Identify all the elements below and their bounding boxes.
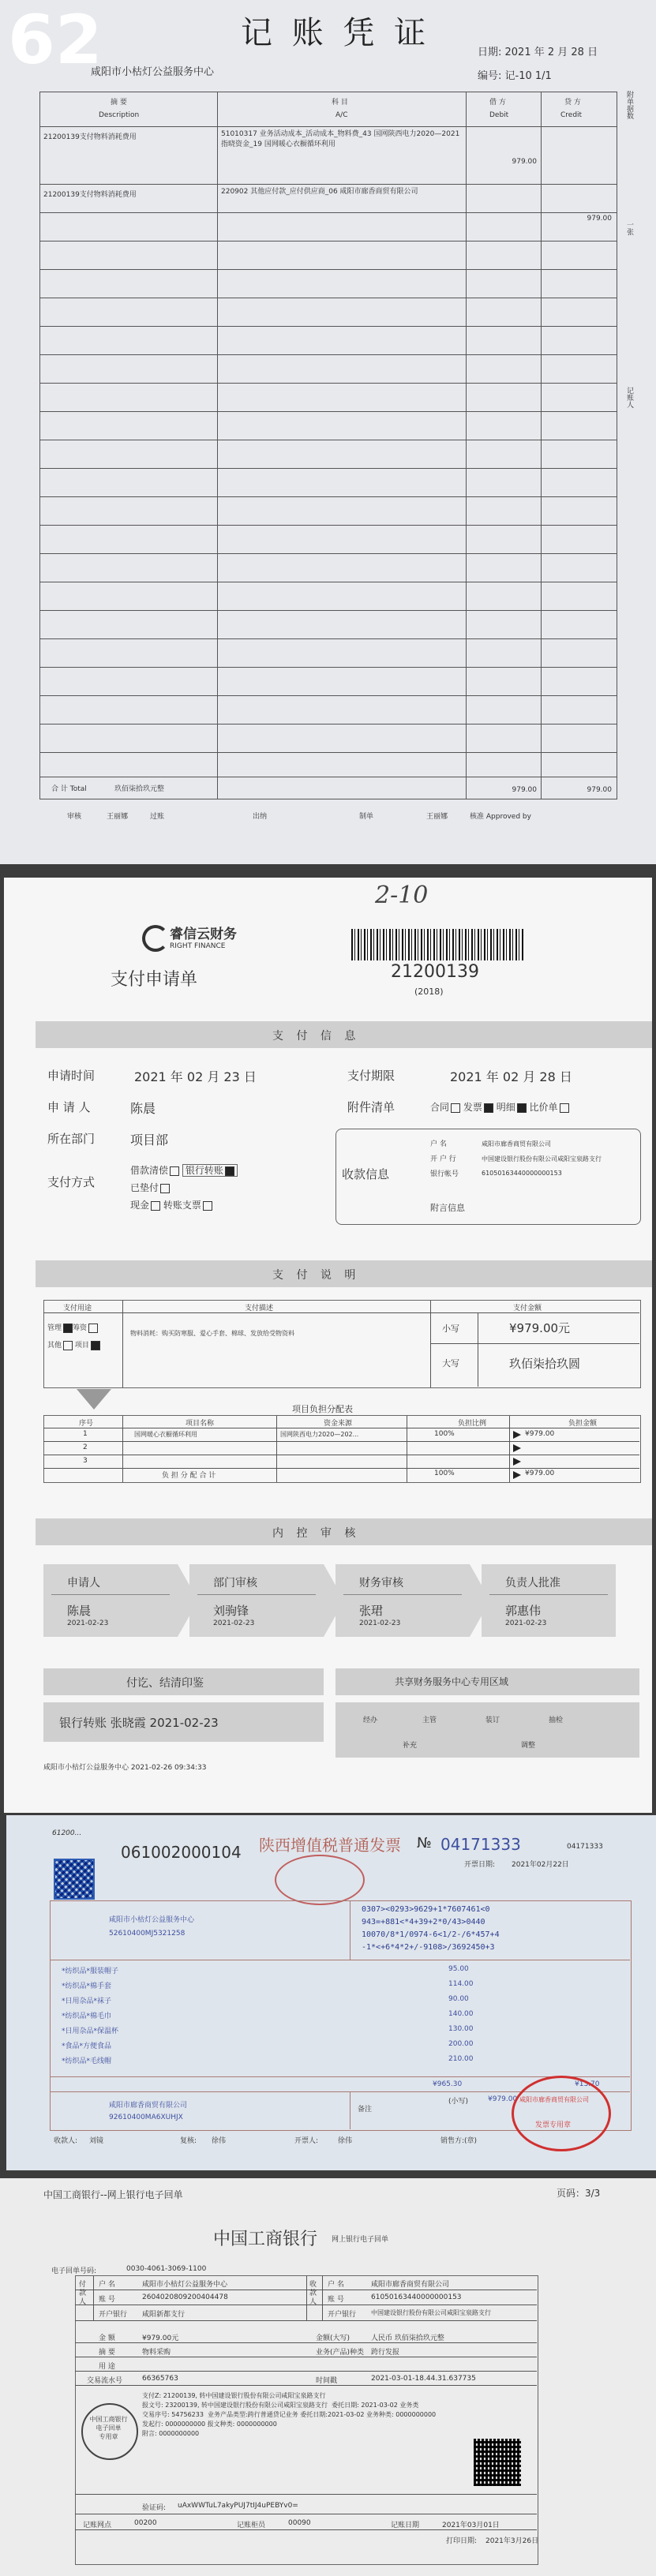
- row2-desc: 21200139支付物料消耗费用: [43, 191, 137, 199]
- alloc-header-project: 项目名称: [186, 1420, 215, 1428]
- flow-step-name: 郭惠伟: [505, 1604, 542, 1618]
- page-number: 62: [8, 1, 103, 80]
- flow-step-box: [43, 1564, 178, 1637]
- checkbox-cash[interactable]: [151, 1201, 160, 1211]
- drawer-label: 开票人:: [294, 2137, 319, 2145]
- voucher-date: 日期: 2021 年 2 月 28 日: [478, 47, 598, 58]
- alloc-title: 项目负担分配表: [292, 1404, 353, 1414]
- invoice-seller-stamp: [512, 2076, 611, 2151]
- voucher-row-line: [39, 354, 617, 355]
- total-credit: 979.00: [587, 786, 612, 794]
- checker: 徐伟: [212, 2137, 227, 2145]
- payee-account-label-r: 账 号: [328, 2296, 344, 2304]
- stamp-line1: 咸阳市廊香商贸有限公司: [519, 2096, 589, 2103]
- apply-time: 2021 年 02 月 23 日: [134, 1069, 257, 1084]
- print-footer: 咸阳市小枯灯公益服务中心 2021-02-26 09:34:33: [43, 1764, 207, 1772]
- shared-role-5: 补充: [403, 1742, 418, 1750]
- receipt-trade-no: 66365763: [142, 2375, 178, 2383]
- settled-text: 银行转账 张晓霞 2021-02-23: [59, 1716, 219, 1730]
- receipt-no-label: 电子回单号码:: [51, 2267, 97, 2275]
- side-note-3: 记账人: [625, 387, 633, 408]
- row1-debit: 979.00: [512, 158, 537, 166]
- payer-section: 付款人: [79, 2281, 87, 2306]
- footer-auditor-label: 审核: [67, 813, 82, 821]
- amount-small: ¥979.00元: [509, 1321, 571, 1335]
- checkbox-manage[interactable]: [63, 1324, 73, 1333]
- section-internal-review: 内 控 审 核: [272, 1527, 361, 1540]
- verify-label: 验证码:: [142, 2504, 167, 2512]
- voucher-row-line: [39, 269, 617, 270]
- voucher-row-line: [39, 184, 617, 185]
- checkbox-contract[interactable]: [451, 1103, 460, 1113]
- alloc-total-label: 负 担 分 配 合 计: [162, 1472, 216, 1480]
- amount-small-label: 小写: [442, 1324, 459, 1334]
- receipt-row-line: [75, 2494, 537, 2495]
- purpose-fund: 筹资: [73, 1324, 88, 1332]
- receipt-payee-bank: 中国建设银行股份有限公司咸阳宝泉路支行: [371, 2309, 491, 2316]
- arrow-right-icon: [513, 1471, 521, 1479]
- payee-label: 收款人:: [54, 2137, 78, 2145]
- barcode: [351, 929, 525, 960]
- voucher-row-line: [39, 695, 617, 696]
- flow-step-name: 张珺: [359, 1604, 384, 1618]
- amount-label-r: 金 额: [99, 2334, 115, 2342]
- seller-name: 咸阳市廊香商贸有限公司: [109, 2102, 188, 2110]
- shared-area-title: 共享财务服务中心专用区域: [395, 1676, 509, 1687]
- payment-request-form: [4, 878, 652, 1813]
- checker-label: 复核:: [180, 2137, 197, 2145]
- applicant-label: 申 请 人: [47, 1100, 91, 1114]
- alloc-row1-fund: 国网陕西电力2020—202...: [280, 1431, 359, 1438]
- dept-label: 所在部门: [47, 1132, 96, 1146]
- receipt-payee-name: 咸阳市廊香商贸有限公司: [371, 2281, 450, 2289]
- alloc-row-line: [43, 1468, 639, 1469]
- section-payment-desc: 支 付 说 明: [272, 1269, 361, 1282]
- flow-step-divider: [197, 1594, 316, 1595]
- alloc-total-amount: ¥979.00: [525, 1470, 555, 1477]
- applicant: 陈晨: [130, 1101, 156, 1116]
- pay-deadline-label: 支付期限: [347, 1069, 395, 1083]
- receipt-bank-name: 中国工商银行: [213, 2230, 318, 2249]
- alloc-row-line: [43, 1441, 639, 1442]
- flow-step-date: 2021-02-23: [359, 1619, 401, 1627]
- receipt-summary: 物料采购: [142, 2349, 171, 2357]
- payer-bank-label: 开户银行: [99, 2311, 128, 2319]
- invoice-item-name: *纺织品*棉毛巾: [62, 2012, 112, 2020]
- flow-step-role: 申请人: [67, 1577, 100, 1589]
- desc-label: 支付描述: [245, 1305, 274, 1312]
- invoice-item-amount: 95.00: [448, 1965, 469, 1973]
- receipt-payee-account: 61050163440000000153: [371, 2293, 462, 2301]
- invoice-handwritten-code: 61200...: [52, 1829, 82, 1837]
- attachment-invoice: 发票: [463, 1102, 482, 1113]
- method-cash: 现金: [130, 1200, 150, 1211]
- payee-name-label-r: 户 名: [328, 2281, 344, 2289]
- attachments: [430, 1100, 569, 1114]
- payee-section: 收款人: [309, 2281, 317, 2306]
- receipt-col-line: [93, 2276, 94, 2320]
- amount-big-label-r: 金额(大写): [316, 2334, 350, 2342]
- receipt-no: 0030-4061-3069-1100: [126, 2265, 207, 2273]
- alloc-row3-no: 3: [83, 1457, 88, 1465]
- apply-time-label: 申请时间: [47, 1069, 96, 1083]
- invoice-item-name: *纺织品*毛线帽: [62, 2057, 112, 2065]
- seller-tax: 92610400MA6XUHJX: [109, 2114, 183, 2121]
- payee-bank-label-r: 开户银行: [328, 2311, 357, 2319]
- accounting-voucher: [0, 0, 656, 864]
- alloc-header-ratio: 负担比例: [458, 1420, 487, 1428]
- invoice-subtotal: ¥965.30: [433, 2080, 463, 2088]
- receipt-row-line: [75, 2342, 537, 2343]
- receipt-row-line: [75, 2385, 537, 2386]
- receipt-col-line: [306, 2276, 307, 2320]
- pay-method-label: 支付方式: [47, 1175, 96, 1189]
- header-desc-cn: 摘 要: [111, 99, 127, 107]
- checkbox-detail[interactable]: [517, 1103, 527, 1113]
- invoice-no-prefix: №: [417, 1835, 432, 1852]
- purpose-project: 项目: [74, 1342, 89, 1350]
- payer-bank: 咸阳新都支行: [142, 2311, 186, 2319]
- receipt-subtitle: 网上银行电子回单: [332, 2236, 389, 2244]
- drawer: 徐伟: [338, 2137, 353, 2145]
- alloc-row2-no: 2: [83, 1443, 88, 1451]
- invoice-item-amount: 210.00: [448, 2055, 474, 2063]
- bank-receipt: [0, 2178, 656, 2576]
- voucher-number: 编号: 记-10 1/1: [478, 70, 552, 82]
- voucher-row-line: [39, 411, 617, 412]
- amount-big-label: 大写: [442, 1358, 459, 1368]
- voucher-row-line: [39, 638, 617, 639]
- voucher-row-line: [39, 496, 617, 497]
- payee-account-label: 银行帐号: [430, 1170, 459, 1178]
- dept: 项目部: [130, 1133, 169, 1148]
- alloc-header-fund: 资金来源: [324, 1420, 353, 1428]
- method-check: 转账支票: [163, 1200, 201, 1211]
- attachment-contract: 合同: [430, 1102, 450, 1113]
- method-prepaid: 已垫付: [130, 1182, 159, 1193]
- record-teller: 00090: [288, 2519, 311, 2527]
- invoice-code: 061002000104: [121, 1843, 242, 1862]
- invoice-qr-icon: [54, 1859, 95, 1900]
- flow-step-divider: [489, 1594, 608, 1595]
- row1-subject: 51010317 业务活动成本_活动成本_物料费_43 国网陕西电力2020—2021指晓资金_19 国网暖心衣橱循环利用: [221, 130, 460, 148]
- total-words: 玖佰柒拾玖元整: [114, 785, 165, 793]
- alloc-row1-amount: ¥979.00: [525, 1430, 555, 1438]
- invoice-tax-total: ¥13.70: [575, 2080, 600, 2088]
- header-credit-en: Credit: [560, 111, 583, 119]
- invoice-item-name: *纺织品*服装帽子: [62, 1968, 119, 1975]
- trade-no-label: 交易流水号: [87, 2377, 123, 2385]
- flow-step-date: 2021-02-23: [213, 1619, 255, 1627]
- footer-maker: 王丽娜: [426, 813, 448, 821]
- receipt-row-line: [75, 2529, 537, 2530]
- voucher-row-line: [39, 212, 617, 213]
- voucher-row-line: [39, 241, 617, 242]
- voucher-row-line: [39, 667, 617, 668]
- amount-big: 玖佰柒拾玖圆: [509, 1357, 581, 1371]
- total-label: 合 计 Total: [51, 785, 87, 793]
- footer-maker-label: 制单: [359, 813, 374, 821]
- seller-label: 销售方:(章): [440, 2137, 478, 2145]
- checkbox-other[interactable]: [63, 1341, 73, 1350]
- time-label: 时间戳: [316, 2377, 338, 2385]
- invoice-total: ¥979.00: [488, 2095, 518, 2103]
- invoice-remark-label: 备注: [358, 2106, 373, 2114]
- summary-label: 摘 要: [99, 2349, 115, 2357]
- flow-step-name: 陈晨: [67, 1604, 92, 1618]
- flow-step-date: 2021-02-23: [505, 1619, 547, 1627]
- footer-approver-label: 核准 Approved by: [470, 813, 531, 821]
- section-payment-info: 支 付 信 息: [272, 1030, 361, 1043]
- receipt-amount: ¥979.00元: [142, 2334, 179, 2342]
- header-debit-cn: 借 方: [489, 99, 506, 107]
- checkbox-project[interactable]: [91, 1341, 100, 1350]
- barcode-number: 21200139: [391, 962, 479, 982]
- invoice-title: 陕西增值税普通发票: [259, 1836, 401, 1855]
- receipt-row-line: [75, 2320, 537, 2321]
- attachment-detail: 明细: [496, 1102, 515, 1113]
- down-arrow-icon: [77, 1389, 111, 1410]
- payee-account: 61050163440000000153: [482, 1170, 562, 1177]
- purposes: [47, 1320, 100, 1354]
- checkbox-loan[interactable]: [170, 1166, 179, 1176]
- shared-role-1: 经办: [363, 1717, 378, 1724]
- buyer-tax: 52610400MJ5321258: [109, 1930, 186, 1938]
- invoice-side-no: 04171333: [567, 1843, 603, 1851]
- voucher-row-line: [39, 326, 617, 327]
- voucher-row-line: [39, 610, 617, 611]
- footer-auditor: 王丽娜: [107, 813, 129, 821]
- arrow-right-icon: [513, 1458, 521, 1466]
- payee: 刘镜: [89, 2137, 104, 2145]
- receipt-header-left: 中国工商银行--网上银行电子回单: [43, 2189, 183, 2200]
- voucher-row-line: [39, 468, 617, 469]
- invoice-cipher: 0307><0293>9629+1*7607461<0 943=+881<*4+39+2*0/43>0440 10070/8*1/0974-6<1/2-/6*457+4 -1*<+6*4*2+/-9108>/3692450+3: [362, 1905, 500, 1952]
- flow-step-role: 部门审核: [213, 1577, 257, 1589]
- form-year: (2018): [414, 987, 444, 997]
- buyer-name: 咸阳市小枯灯公益服务中心: [109, 1916, 195, 1924]
- payer-name: 咸阳市小枯灯公益服务中心: [142, 2281, 228, 2289]
- alloc-row1-no: 1: [83, 1430, 88, 1438]
- purpose-manage: 管理: [47, 1324, 62, 1332]
- receipt-business: 跨行发报: [371, 2349, 400, 2357]
- row1-desc: 21200139支付物料消耗费用: [43, 133, 137, 141]
- brand-name-en: RIGHT FINANCE: [170, 942, 226, 950]
- header-debit-en: Debit: [489, 111, 509, 119]
- method-loan: 借款清偿: [130, 1165, 169, 1176]
- checkbox-invoice[interactable]: [484, 1103, 493, 1113]
- alloc-header-amount: 负担金额: [568, 1420, 598, 1428]
- payer-account: 2604020809200404478: [142, 2293, 228, 2301]
- receipt-time: 2021-03-01-18.44.31.637735: [371, 2375, 476, 2383]
- voucher-row-line: [39, 553, 617, 554]
- usage-label: 用 途: [99, 2363, 115, 2371]
- payee-name: 咸阳市廊香商贸有限公司: [482, 1140, 551, 1148]
- pay-deadline: 2021 年 02 月 28 日: [450, 1069, 572, 1084]
- invoice-date-label: 开票日期:: [464, 1861, 496, 1869]
- flow-step-name: 刘驹锋: [213, 1604, 249, 1618]
- payee-bank-label: 开 户 行: [430, 1155, 456, 1163]
- alloc-col-line: [122, 1416, 123, 1482]
- verify-code: uAxWWTuL7akyPUJ7tIJ4uPEBYv0=: [178, 2502, 298, 2510]
- attachment-label: 附件清单: [347, 1100, 395, 1114]
- stamp-line2: 发票专用章: [535, 2121, 572, 2129]
- brand-logo-icon: [142, 925, 169, 952]
- amount-label: 支付金额: [513, 1305, 542, 1312]
- handwritten-note: 2-10: [375, 882, 429, 909]
- side-note-1: 附单据数: [625, 91, 633, 119]
- voucher-row-line: [39, 383, 617, 384]
- print-date: 2021年3月26日: [485, 2537, 539, 2545]
- invoice-item-amount: 114.00: [448, 1980, 474, 1988]
- alloc-total-ratio: 100%: [434, 1470, 455, 1477]
- method-bank: 银行转账: [185, 1165, 223, 1176]
- payee-info-label: 收款信息: [342, 1167, 390, 1181]
- invoice-no: 04171333: [440, 1835, 521, 1854]
- voucher-row-line: [39, 752, 617, 753]
- invoice-item-amount: 130.00: [448, 2025, 474, 2033]
- attachment-compare: 比价单: [529, 1102, 558, 1113]
- invoice-item-amount: 140.00: [448, 2010, 474, 2018]
- settled-title: 付讫、结清印鉴: [126, 1677, 204, 1690]
- receipt-row-line: [75, 2371, 537, 2372]
- header-desc-en: Description: [99, 111, 140, 119]
- checkbox-prepaid[interactable]: [160, 1184, 170, 1193]
- vat-invoice: [6, 1815, 656, 2170]
- shared-role-4: 抽检: [549, 1717, 564, 1724]
- alloc-row1-ratio: 100%: [434, 1430, 455, 1438]
- purpose-other: 其他: [47, 1342, 62, 1350]
- invoice-total-label: (小写): [448, 2098, 469, 2106]
- footer-cashier-label: 出纳: [253, 813, 268, 821]
- print-date-label: 打印日期:: [446, 2537, 478, 2545]
- payee-name-label: 户 名: [430, 1140, 447, 1148]
- arrow-right-icon: [513, 1431, 521, 1439]
- alloc-col-line: [276, 1416, 277, 1482]
- form-title: 支付申请单: [111, 970, 198, 990]
- payer-name-label: 户 名: [99, 2281, 115, 2289]
- checkbox-compare[interactable]: [560, 1103, 569, 1113]
- invoice-date: 2021年02月22日: [512, 1861, 569, 1869]
- alloc-col-line: [509, 1416, 510, 1482]
- payer-account-label: 账 号: [99, 2296, 115, 2304]
- flow-step-role: 财务审核: [359, 1577, 403, 1589]
- header-credit-cn: 贷 方: [564, 99, 581, 107]
- receipt-memo: 支付Z: 21200139, 转中国建设银行股份有限公司咸阳宝泉路支行 报文号: 23200139, 转中国建设银行股份有限公司咸阳宝泉路支行 委托日期: 2021-03-02 业务类 交易序号: 54756233 业务产品类型:跨行普通贷记业务 委托日期:2021-03-02 业务种类: 0000000000 发起行: 0000000000 报文种类: 0000000000 附言: 0000000000: [142, 2392, 437, 2437]
- shared-role-3: 装订: [485, 1717, 500, 1724]
- row2-credit: 979.00: [587, 215, 612, 223]
- total-debit: 979.00: [512, 786, 537, 794]
- row2-subject: 220902 其他应付款_应付供应商_06 咸阳市廊香商贸有限公司: [221, 188, 418, 196]
- arrow-right-icon: [513, 1444, 521, 1452]
- voucher-row-line: [39, 525, 617, 526]
- footer-bookkeeper-label: 过账: [150, 813, 165, 821]
- checkbox-bank[interactable]: [225, 1166, 234, 1176]
- extra-info-label: 附言信息: [430, 1203, 465, 1213]
- header-subject-en: A/C: [335, 111, 348, 119]
- receipt-qr-icon: [474, 2439, 521, 2486]
- payment-description: 物料消耗：购买防寒服、爱心手套、棉球、发放给受物资料: [130, 1330, 294, 1337]
- invoice-item-name: *日用杂品*袜子: [62, 1998, 112, 2005]
- shared-role-6: 调整: [521, 1742, 536, 1750]
- record-teller-label: 记账柜员: [237, 2522, 266, 2529]
- shared-role-2: 主管: [422, 1717, 437, 1724]
- header-subject-cn: 科 目: [332, 99, 348, 107]
- alloc-row1-project: 国网暖心衣橱循环利用: [134, 1431, 197, 1438]
- record-date-label: 记账日期: [391, 2522, 420, 2529]
- invoice-item-amount: 90.00: [448, 1995, 469, 2003]
- flow-step-role: 负责人批准: [505, 1577, 560, 1589]
- payee-bank: 中国建设银行股份有限公司咸阳宝泉路支行: [482, 1155, 602, 1163]
- flow-step-divider: [51, 1594, 170, 1595]
- invoice-item-name: *纺织品*棉手套: [62, 1983, 112, 1990]
- alloc-header-no: 序号: [79, 1420, 94, 1428]
- receipt-header-right: 页码：3/3: [557, 2188, 601, 2199]
- method-bank-box: [182, 1164, 238, 1177]
- flow-step-date: 2021-02-23: [67, 1619, 109, 1627]
- purpose-label: 支付用途: [63, 1305, 92, 1312]
- receipt-amount-big: 人民币 玖佰柒拾玖元整: [371, 2334, 444, 2342]
- checkbox-fund[interactable]: [88, 1324, 98, 1333]
- record-date: 2021年03月01日: [442, 2522, 500, 2529]
- business-label: 业务(产品)种类: [316, 2349, 365, 2357]
- receipt-col-line: [322, 2276, 323, 2320]
- invoice-item-amount: 200.00: [448, 2040, 474, 2048]
- record-net: 00200: [134, 2519, 157, 2527]
- voucher-title: 记 账 凭 证: [241, 15, 431, 51]
- invoice-item-name: *日用杂品*保温杯: [62, 2027, 119, 2035]
- receipt-stamp-text: 中国工商银行 电子回单 专用章: [89, 2416, 128, 2440]
- side-note-2: 一张: [625, 221, 633, 235]
- invoice-item-name: *食品*方便食品: [62, 2042, 112, 2050]
- record-net-label: 记账网点: [83, 2522, 112, 2529]
- voucher-org: 咸阳市小枯灯公益服务中心: [91, 66, 215, 78]
- brand-name: 睿信云财务: [170, 927, 237, 942]
- checkbox-check[interactable]: [203, 1201, 212, 1211]
- invoice-oval-stamp: [275, 1855, 365, 1905]
- flow-step-divider: [343, 1594, 462, 1595]
- pay-methods: [130, 1162, 288, 1214]
